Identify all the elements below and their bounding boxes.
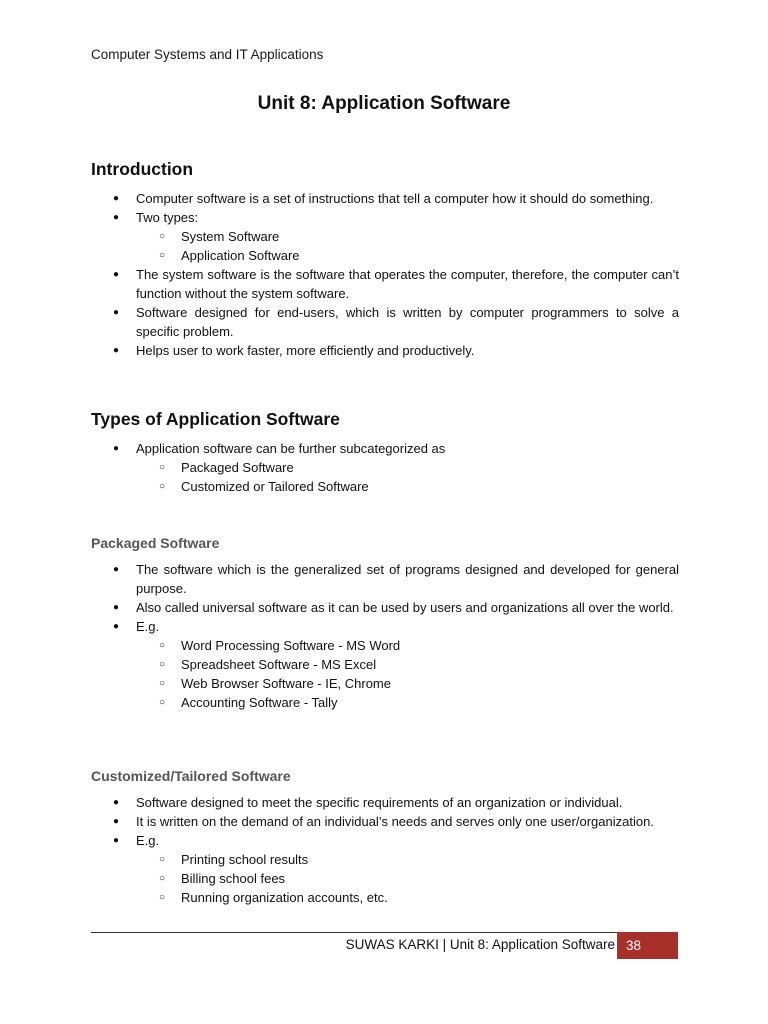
- list-item: ○ Accounting Software - Tally: [136, 693, 679, 712]
- list-item: ● The software which is the generalized set of programs designed and developed for general purpose.: [91, 560, 679, 598]
- footer-rule: [91, 932, 678, 933]
- list-item: ● E.g. ○ Word Processing Software - MS Word ○ Spreadsheet Software - MS Excel ○ Web Browser Software - IE, Chrome ○ Accounting Software - Tally: [91, 617, 679, 712]
- packaged-heading: Packaged Software: [91, 535, 220, 551]
- page-number-badge: 38: [617, 932, 678, 959]
- list-item: ○ System Software: [136, 227, 679, 246]
- software-types-list: [136, 227, 679, 265]
- list-item: ● Two types: ○ System Software ○ Application Software: [91, 208, 679, 265]
- list-item: ● Software designed to meet the specific requirements of an organization or individual.: [91, 793, 679, 812]
- list-item: ● Application software can be further subcategorized as ○ Packaged Software ○ Customized or Tailored Software: [91, 439, 679, 496]
- introduction-list: [91, 189, 679, 360]
- types-heading: Types of Application Software: [91, 409, 340, 429]
- list-item: ● It is written on the demand of an individual’s needs and serves only one user/organization.: [91, 812, 679, 831]
- types-list: [91, 439, 679, 496]
- list-item: ● Also called universal software as it can be used by users and organizations all over the world.: [91, 598, 679, 617]
- customized-heading: Customized/Tailored Software: [91, 768, 291, 784]
- list-item: ○ Spreadsheet Software - MS Excel: [136, 655, 679, 674]
- introduction-heading: Introduction: [91, 159, 194, 179]
- list-item: ● The system software is the software that operates the computer, therefore, the computer can’t function without the system software.: [91, 265, 679, 303]
- list-item: ○ Billing school fees: [136, 869, 679, 888]
- list-item: ● Computer software is a set of instructions that tell a computer how it should do something.: [91, 189, 679, 208]
- list-item: ○ Printing school results: [136, 850, 679, 869]
- list-item: ● Helps user to work faster, more efficiently and productively.: [91, 341, 679, 360]
- packaged-list: [91, 560, 679, 712]
- packaged-examples: [136, 636, 679, 712]
- list-item: ○ Application Software: [136, 246, 679, 265]
- customized-list: [91, 793, 679, 907]
- list-item: ● Software designed for end-users, which is written by computer programmers to solve a specific problem.: [91, 303, 679, 341]
- list-item: ○ Customized or Tailored Software: [136, 477, 679, 496]
- types-sublist: [136, 458, 679, 496]
- customized-examples: [136, 850, 679, 907]
- list-item: ○ Packaged Software: [136, 458, 679, 477]
- running-header: Computer Systems and IT Applications: [91, 47, 324, 62]
- list-item: ● E.g. ○ Printing school results ○ Billing school fees ○ Running organization accounts, etc.: [91, 831, 679, 907]
- list-item: ○ Running organization accounts, etc.: [136, 888, 679, 907]
- footer-text: SUWAS KARKI | Unit 8: Application Software: [345, 937, 615, 952]
- list-item: ○ Web Browser Software - IE, Chrome: [136, 674, 679, 693]
- page-title: Unit 8: Application Software: [257, 93, 511, 114]
- list-item: ○ Word Processing Software - MS Word: [136, 636, 679, 655]
